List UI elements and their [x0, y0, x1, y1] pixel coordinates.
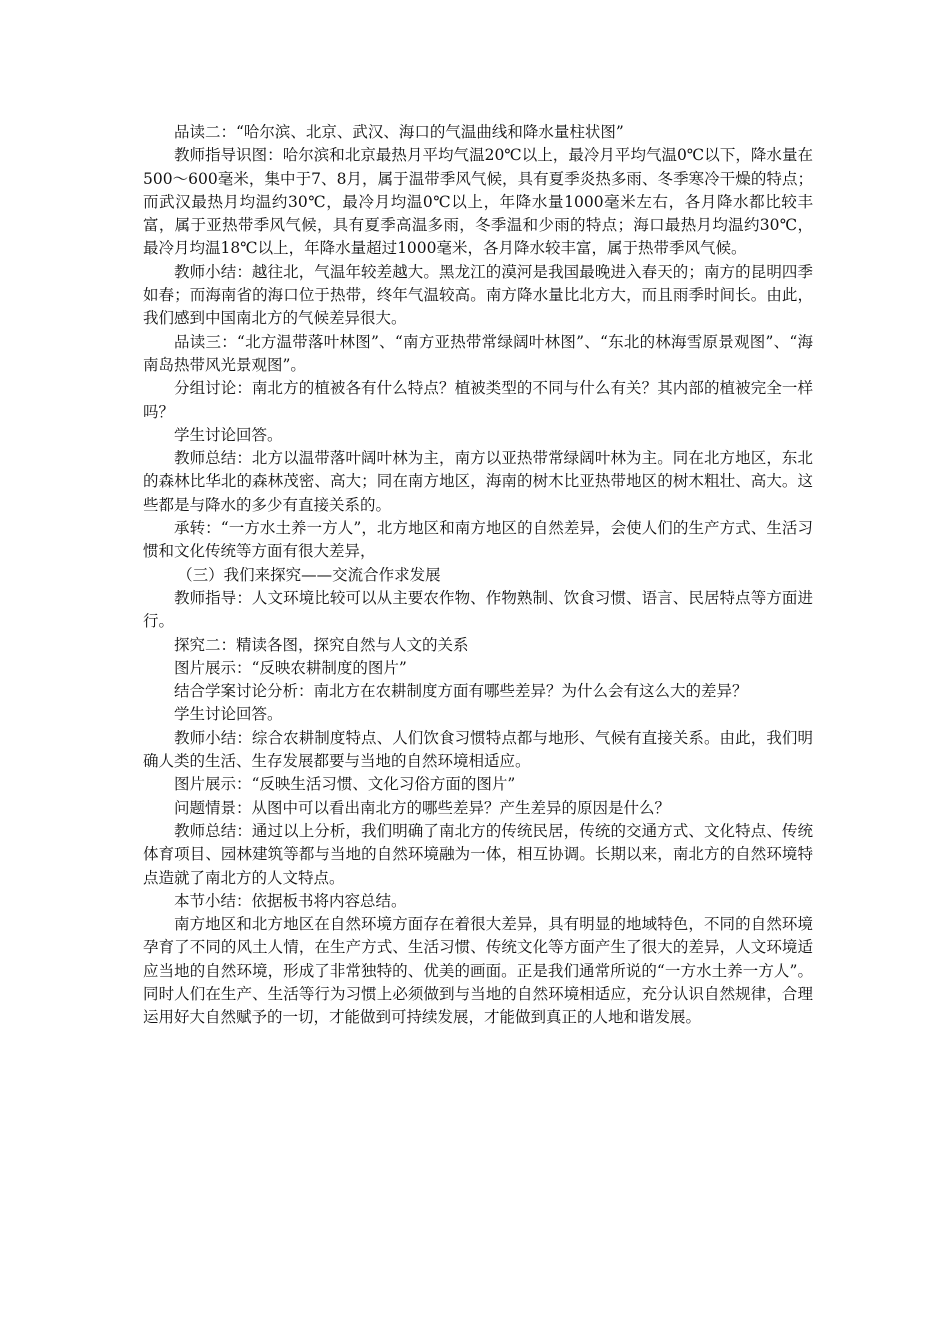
paragraph-discussion-farming: 结合学案讨论分析：南北方在农耕制度方面有哪些差异？为什么会有这么大的差异？ [174, 682, 748, 701]
paragraph-section-summary: 本节小结：依据板书将内容总结。 [174, 891, 407, 910]
paragraph-teacher-summary-climate: 教师小结：越往北，气温年较差越大。黑龙江的漠河是我国最晚进入春天的；南方的昆明四季如春；而海南省的海口位于热带，终年气温较高。南方降水量比北方大，而且雨季时间长。由此，我们感到中国南北方的气候差异很大。 [143, 262, 813, 328]
paragraph-teacher-guide-chart: 教师指导识图：哈尔滨和北京最热月平均气温20℃以上，最冷月平均气温0℃以下，降水量在500～600毫米，集中于7、8月，属于温带季风气候，具有夏季炎热多雨、冬季寒冷干燥的特点；而武汉最热月均温约30℃，最冷月均温0℃以上，年降水量1000毫米左右，各月降水都比较丰富，属于亚热带季风气候，具有夏季高温多雨，冬季温和少雨的特点；海口最热月均温约30℃，最冷月均温18℃以上，年降水量超过1000毫米，各月降水较丰富，属于热带季风气候。 [143, 146, 813, 258]
paragraph-group-discussion: 分组讨论：南北方的植被各有什么特点？植被类型的不同与什么有关？其内部的植被完全一样吗？ [143, 379, 813, 421]
paragraph-closing: 南方地区和北方地区在自然环境方面存在着很大差异，具有明显的地域特色，不同的自然环境孕育了不同的风土人情，在生产方式、生活习惯、传统文化等方面产生了很大的差异，人文环境适应当地的自然环境，形成了非常独特的、优美的画面。正是我们通常所说的“一方水土养一方人”。同时人们在生产、生活等行为习惯上必须做到与当地的自然环境相适应，充分认识自然规律，合理运用好大自然赋予的一切，才能做到可持续发展，才能做到真正的人地和谐发展。 [143, 915, 813, 1027]
paragraph-question-scenario: 问题情景：从图中可以看出南北方的哪些差异？产生差异的原因是什么？ [174, 798, 671, 817]
paragraph-teacher-conclusion-vegetation: 教师总结：北方以温带落叶阔叶林为主，南方以亚热带常绿阔叶林为主。同在北方地区，东北的森林比华北的森林茂密、高大；同在南方地区，海南的树木比亚热带地区的树木粗壮、高大。这些都是与降水的多少有直接关系的。 [143, 449, 813, 514]
paragraph-picture-customs: 图片展示：“反映生活习惯、文化习俗方面的图片” [174, 775, 516, 794]
paragraph-reading-three: 品读三：“北方温带落叶林图”、“南方亚热带常绿阔叶林图”、“东北的林海雪原景观图”、“海南岛热带风光景观图”。 [143, 332, 813, 374]
paragraph-student-answer-2: 学生讨论回答。 [174, 705, 283, 724]
paragraph-reading-two: 品读二：“哈尔滨、北京、武汉、海口的气温曲线和降水量柱状图” [174, 123, 624, 141]
paragraph-teacher-guide-human: 教师指导：人文环境比较可以从主要农作物、作物熟制、饮食习惯、语言、民居特点等方面进行。 [143, 588, 813, 631]
paragraph-explore-two: 探究二：精读各图，探究自然与人文的关系 [174, 635, 469, 654]
paragraph-student-answer: 学生讨论回答。 [174, 425, 283, 444]
document-body [143, 121, 813, 1030]
paragraph-teacher-summary-farming: 教师小结：综合农耕制度特点、人们饮食习惯特点都与地形、气候有直接关系。由此，我们明确人类的生活、生存发展都要与当地的自然环境相适应。 [143, 728, 813, 771]
paragraph-picture-farming: 图片展示：“反映农耕制度的图片” [174, 658, 407, 677]
paragraph-transition: 承转：“一方水土养一方人”，北方地区和南方地区的自然差异，会使人们的生产方式、生活习惯和文化传统等方面有很大差异， [143, 519, 813, 561]
paragraph-teacher-conclusion-culture: 教师总结：通过以上分析，我们明确了南北方的传统民居，传统的交通方式、文化特点、传统体育项目、园林建筑等都与当地的自然环境融为一体，相互协调。长期以来，南北方的自然环境特点造就了南北方的人文特点。 [143, 821, 813, 887]
section-heading-explore: （三）我们来探究——交流合作求发展 [177, 565, 441, 584]
